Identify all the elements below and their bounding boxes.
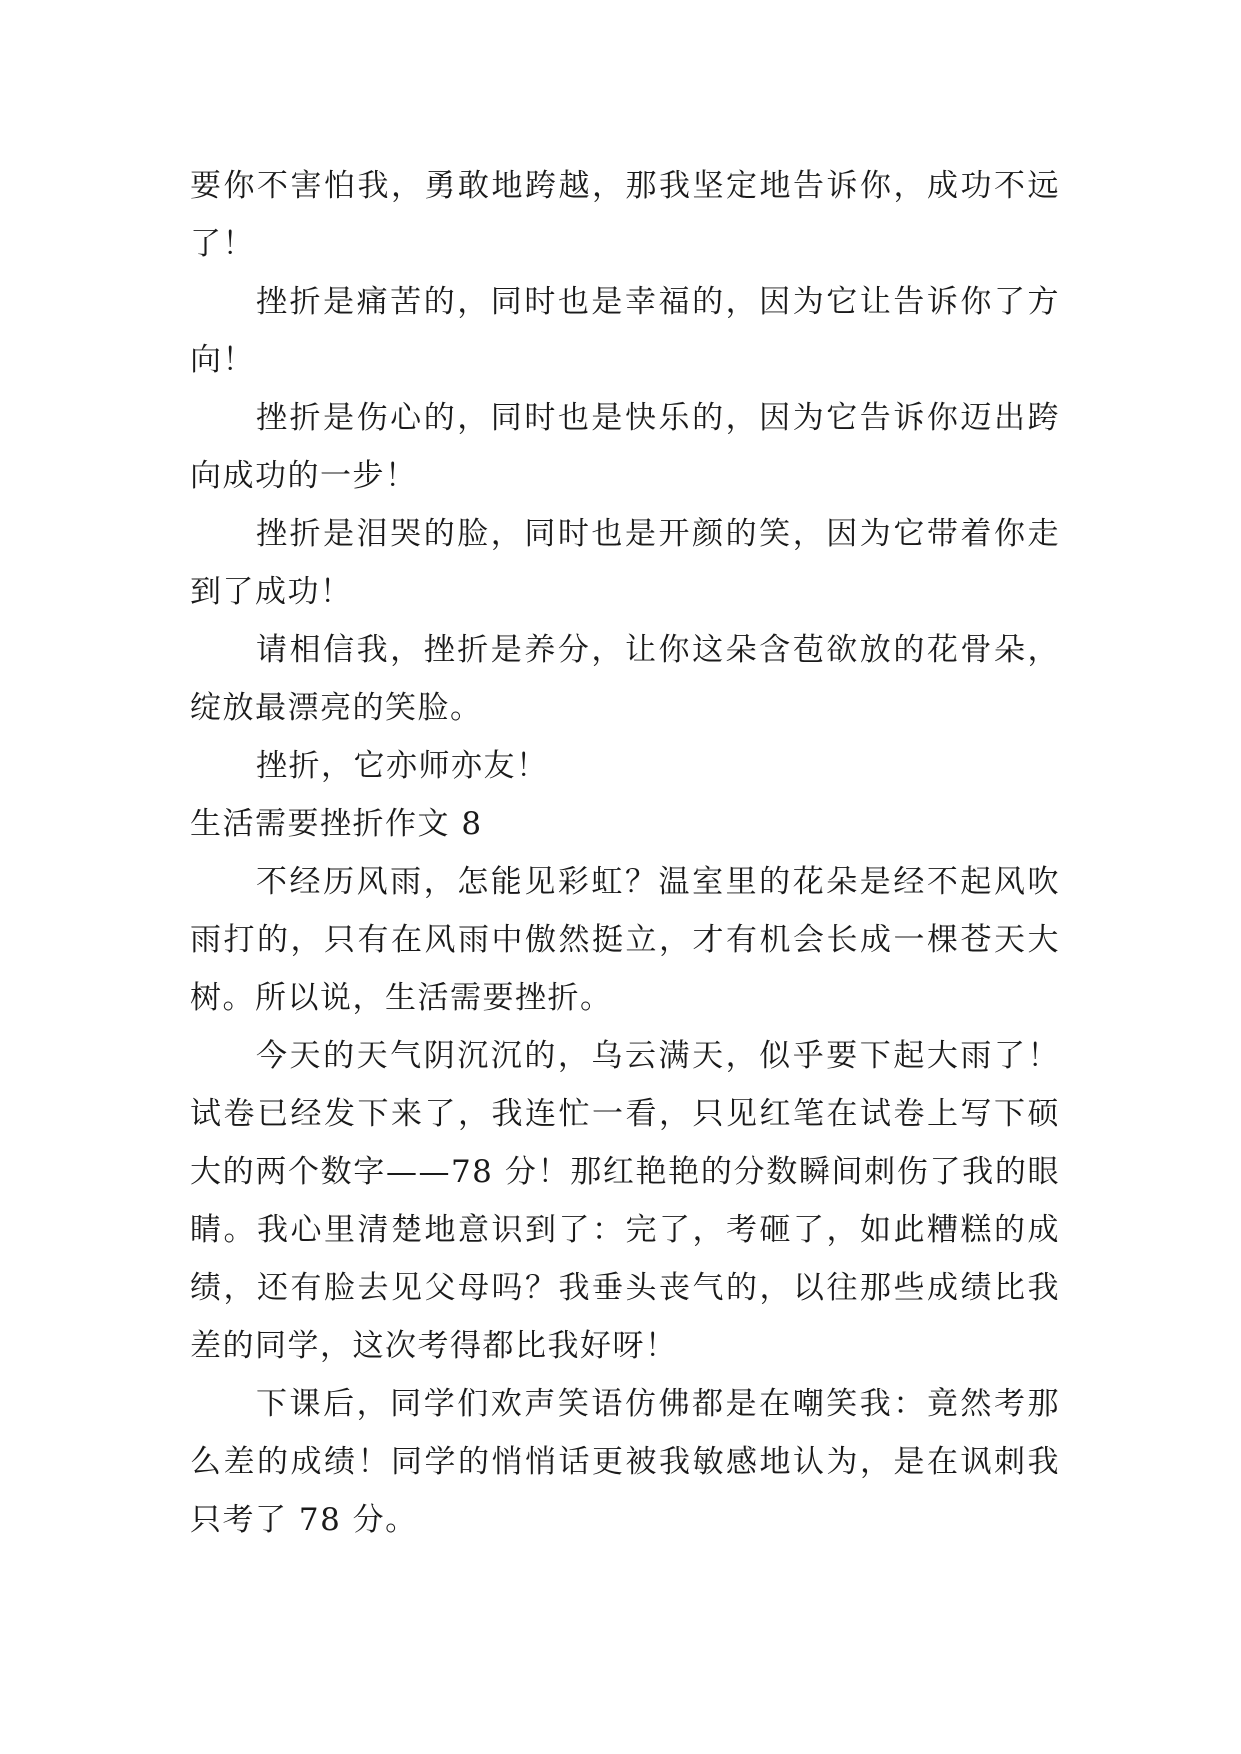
paragraph: 挫折是泪哭的脸，同时也是开颜的笑，因为它带着你走到了成功！ xyxy=(190,516,1060,610)
document-body xyxy=(190,157,1060,1549)
paragraph: 请相信我，挫折是养分，让你这朵含苞欲放的花骨朵，绽放最漂亮的笑脸。 xyxy=(190,632,1060,726)
paragraph: 挫折是痛苦的，同时也是幸福的，因为它让告诉你了方向！ xyxy=(190,284,1060,378)
paragraph: 要你不害怕我，勇敢地跨越，那我坚定地告诉你，成功不远了！ xyxy=(190,168,1060,262)
paragraph: 不经历风雨，怎能见彩虹？温室里的花朵是经不起风吹雨打的，只有在风雨中傲然挺立，才有机会长成一棵苍天大树。所以说，生活需要挫折。 xyxy=(190,864,1060,1016)
paragraph: 挫折是伤心的，同时也是快乐的，因为它告诉你迈出跨向成功的一步！ xyxy=(190,400,1060,494)
section-heading: 生活需要挫折作文 8 xyxy=(190,806,483,842)
paragraph: 挫折，它亦师亦友！ xyxy=(256,748,549,784)
paragraph: 今天的天气阴沉沉的，乌云满天，似乎要下起大雨了！试卷已经发下来了，我连忙一看，只见红笔在试卷上写下硕大的两个数字——78 分！那红艳艳的分数瞬间刺伤了我的眼睛。我心里清楚地意识到了：完了，考砸了，如此糟糕的成绩，还有脸去见父母吗？我垂头丧气的，以往那些成绩比我差的同学，这次考得都比我好呀！ xyxy=(190,1038,1060,1364)
paragraph: 下课后，同学们欢声笑语仿佛都是在嘲笑我：竟然考那么差的成绩！同学的悄悄话更被我敏感地认为，是在讽刺我只考了 78 分。 xyxy=(190,1386,1060,1538)
